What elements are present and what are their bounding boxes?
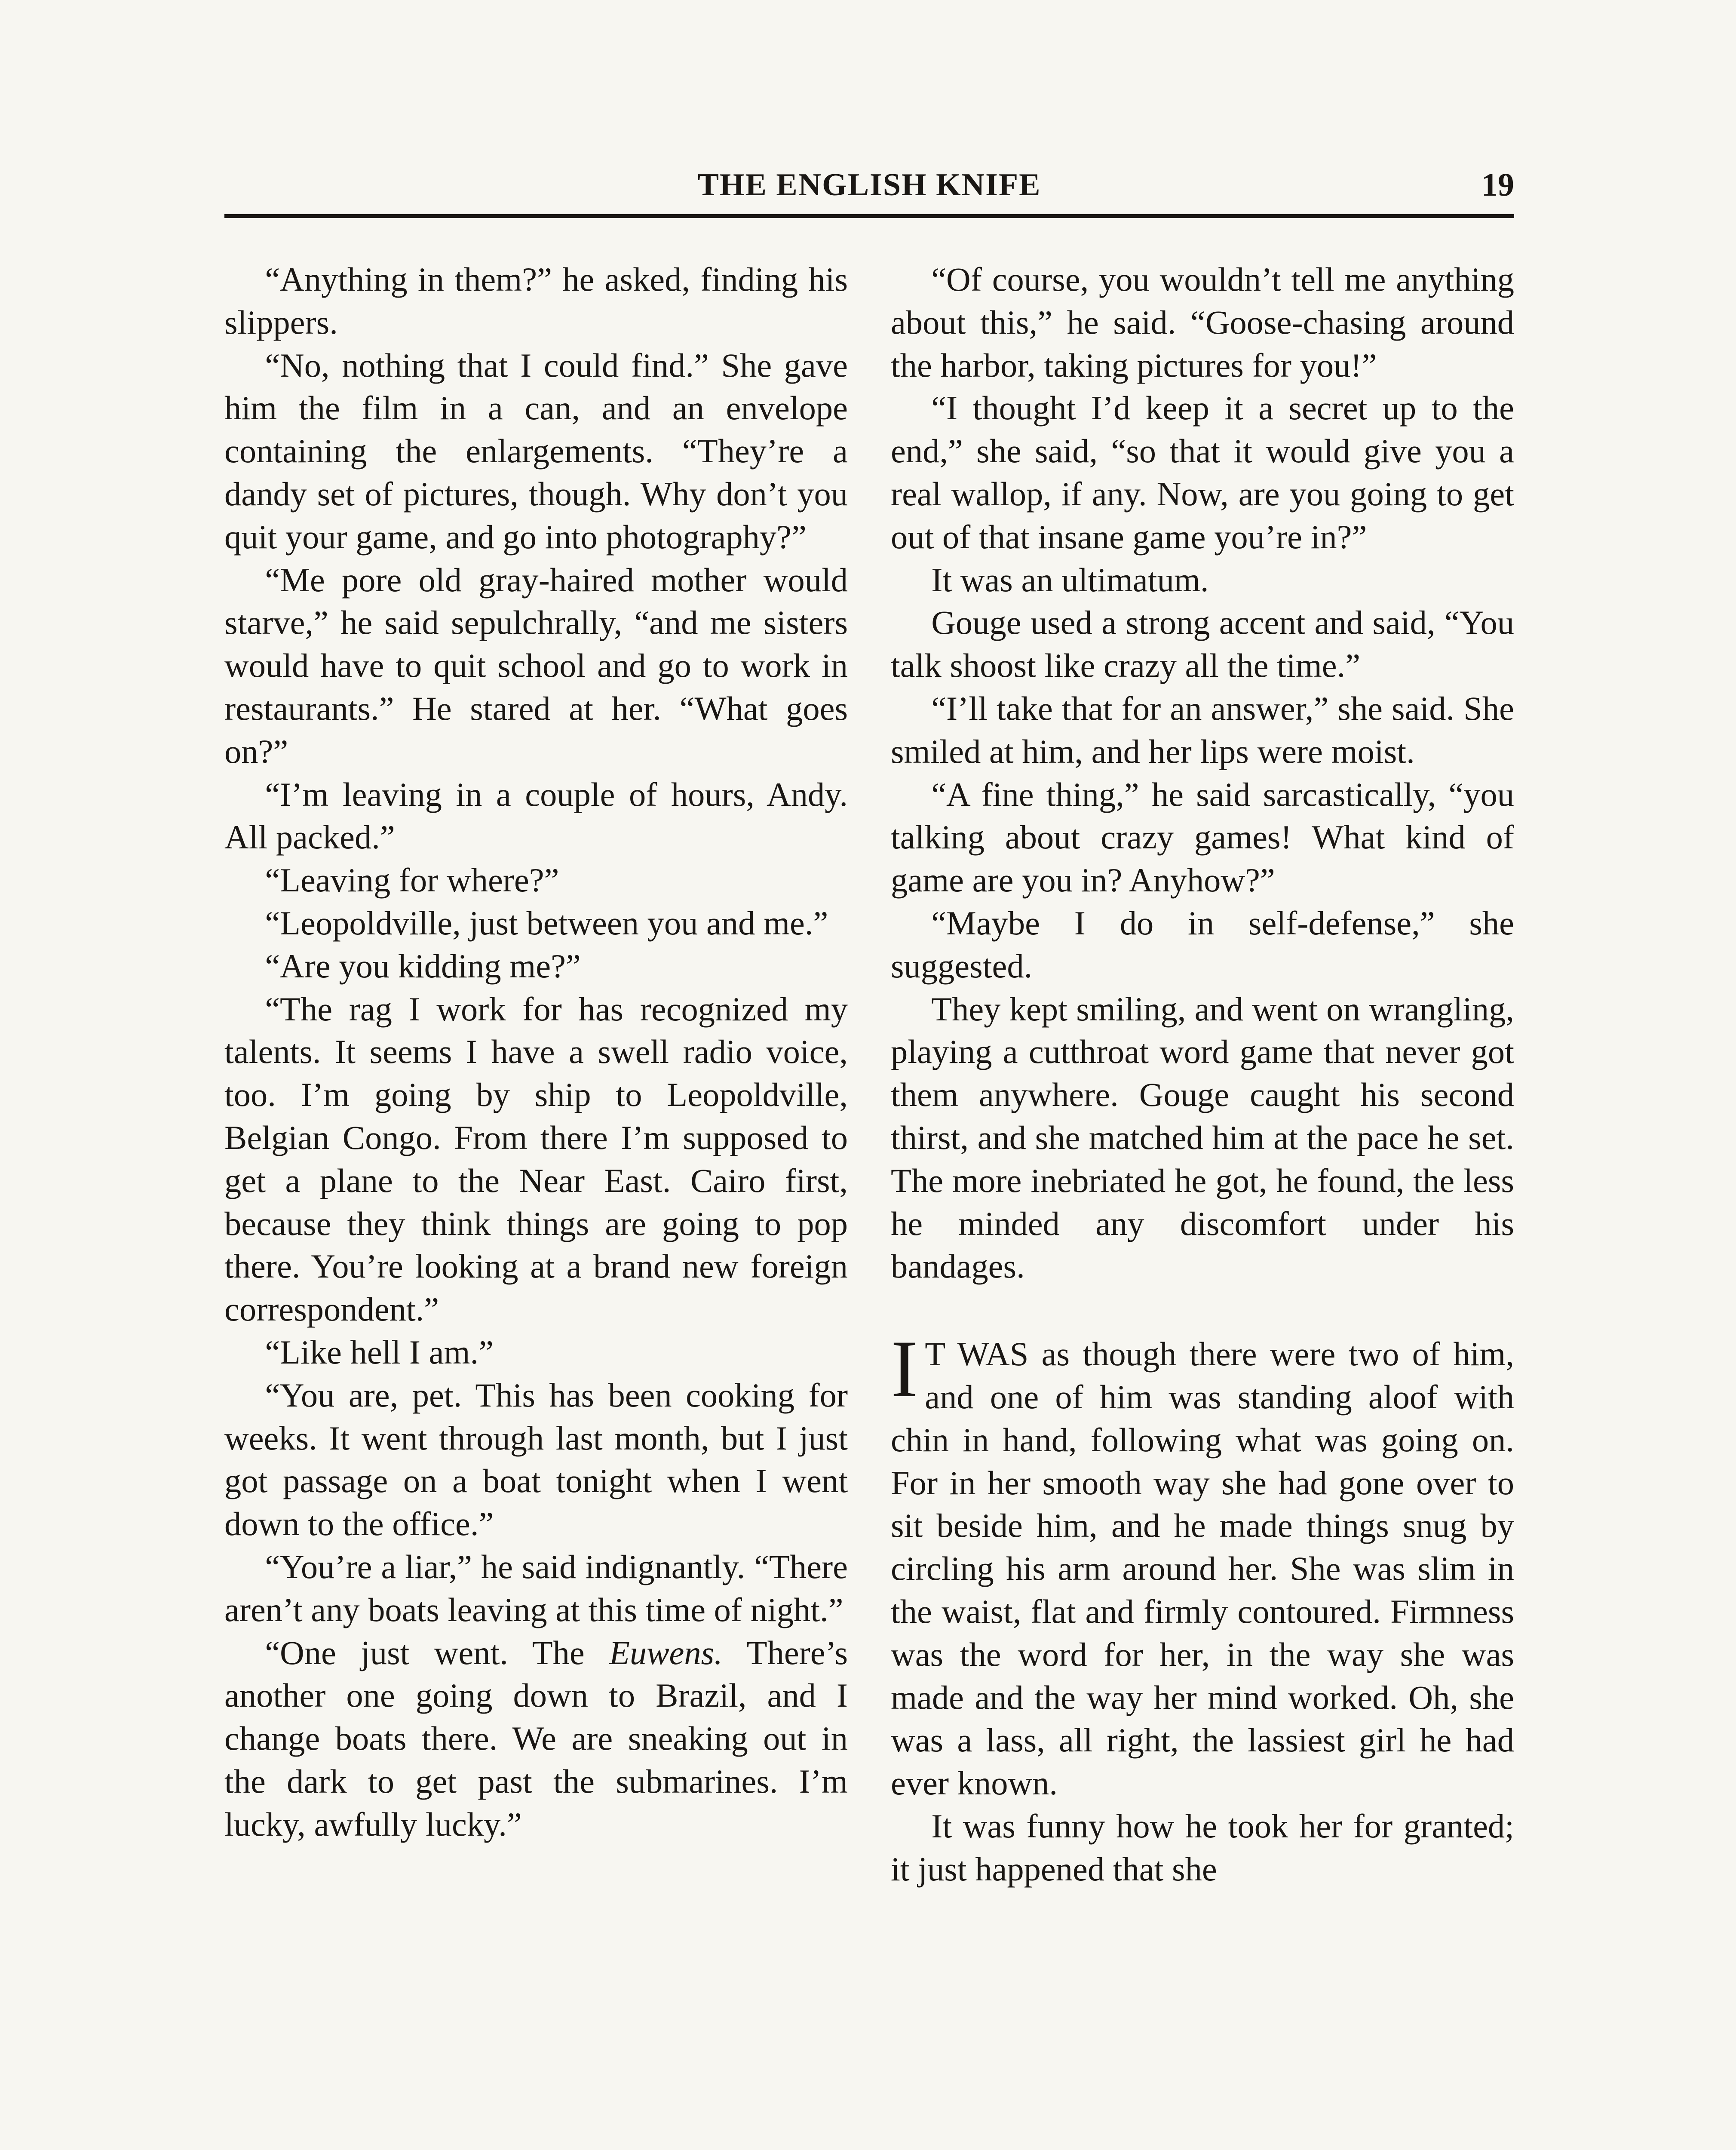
paragraph: “Like hell I am.” xyxy=(265,1333,494,1371)
paragraph: “A fine thing,” he said sarcastically, “you talking about crazy games! What kind of game are you in? Anyhow?” xyxy=(891,775,1514,899)
page-header xyxy=(224,161,1514,209)
paragraph: “I’m leaving in a couple of hours, Andy. All packed.” xyxy=(224,775,848,856)
paragraph: “You are, pet. This has been cooking for weeks. It went through last month, but I just got passage on a boat tonight when I went down to the office.” xyxy=(224,1376,848,1543)
paragraph: “Of course, you wouldn’t tell me anything about this,” he said. “Goose-chasing around the harbor, taking pictures for you!” xyxy=(891,261,1514,384)
header-rule xyxy=(224,214,1514,218)
paragraph-text: T WAS as though there were two of him, and one of him was standing aloof with chin in hand, following what was going on. For in her smooth way she had gone over to sit beside him, and he made things snug by circling his arm around her. She was slim in the waist, flat and firmly contoured. Firmness was the word for her, in the way she was made and the way her mind worked. Oh, she was a lass, all right, the lassiest girl he had ever known. xyxy=(891,1335,1514,1802)
right-column xyxy=(891,258,1514,1890)
paragraph: “Anything in them?” he asked, finding his slippers. xyxy=(224,261,848,341)
paragraph: “The rag I work for has recognized my talents. It seems I have a swell radio voice, too. I’m going by ship to Leopoldville, Belgian Congo. From there I’m supposed to get a plane to the Near East. Cairo first, because they think things are going to pop there. You’re looking at a brand new foreign correspondent.” xyxy=(224,990,848,1328)
paragraph: “Leopoldville, just between you and me.” xyxy=(265,904,828,942)
paragraph: “You’re a liar,” he said indignantly. “There aren’t any boats leaving at this time of night.” xyxy=(224,1548,848,1628)
paragraph: It was an ultimatum. xyxy=(931,561,1209,599)
left-column xyxy=(224,258,848,1846)
paragraph-text: There’s another one going down to Brazil, and I change boats there. We are sneaking out in the dark to get past the submarines. I’m lucky, awfully lucky.” xyxy=(224,1634,848,1843)
ship-name: Euwens. xyxy=(609,1634,723,1671)
paragraph: “No, nothing that I could find.” She gave him the film in a can, and an envelope containing the enlargements. “They’re a dandy set of pictures, though. Why don’t you quit your game, and go into photography?” xyxy=(224,346,848,556)
section-opening-paragraph xyxy=(891,1324,1514,1805)
paragraph-text: “One just went. The xyxy=(265,1634,609,1671)
paragraph: It was funny how he took her for granted; it just happened that she xyxy=(891,1807,1514,1888)
paragraph: “Me pore old gray-haired mother would starve,” he said sepulchrally, “and me sisters would have to quit school and go to work in restaurants.” He stared at her. “What goes on?” xyxy=(224,561,848,770)
running-head: THE ENGLISH KNIFE xyxy=(697,167,1041,203)
paragraph: They kept smiling, and went on wrangling, playing a cutthroat word game that never got them anywhere. Gouge caught his second thirst, and she matched him at the pace he set. The more inebriated he got, he found, the less he minded any discomfort under his bandages. xyxy=(891,990,1514,1285)
paragraph: “I’ll take that for an answer,” she said. She smiled at him, and her lips were moist. xyxy=(891,689,1514,770)
paragraph: “Are you kidding me?” xyxy=(265,947,581,985)
paragraph: “Maybe I do in self-defense,” she suggested. xyxy=(891,904,1514,985)
paragraph: “Leaving for where?” xyxy=(265,861,559,899)
paragraph: Gouge used a strong accent and said, “You talk shoost like crazy all the time.” xyxy=(891,604,1514,685)
drop-cap: I xyxy=(891,1324,918,1415)
paragraph: “I thought I’d keep it a secret up to the end,” she said, “so that it would give you a real wallop, if any. Now, are you going to get out of that insane game you’re in?” xyxy=(891,389,1514,556)
paragraph xyxy=(224,1631,848,1846)
page-number: 19 xyxy=(1481,167,1514,203)
